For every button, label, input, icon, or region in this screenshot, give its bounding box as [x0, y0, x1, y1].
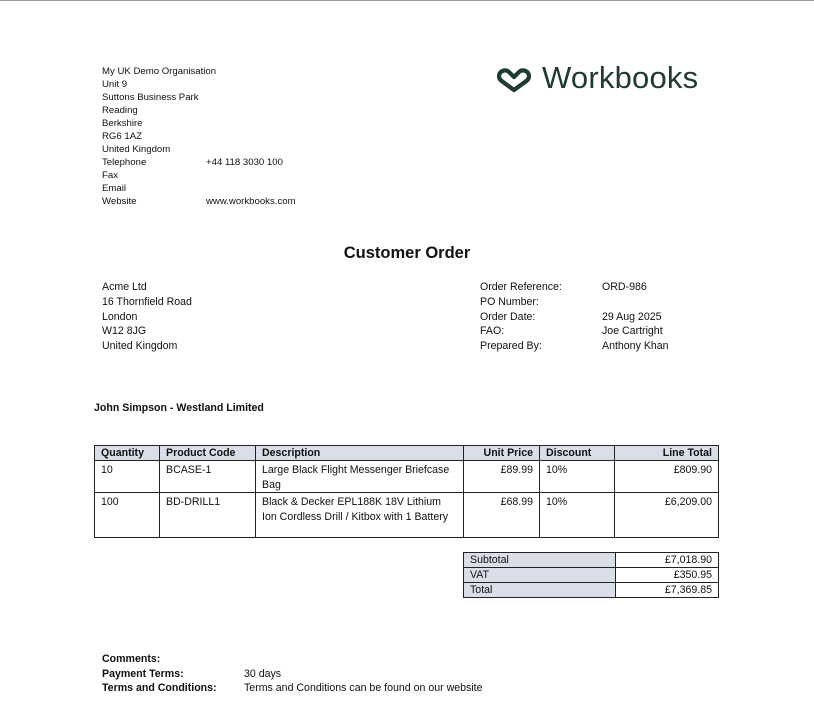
- contact-label: Fax: [102, 170, 118, 181]
- order-reference-row: [480, 280, 669, 295]
- customer-address-line: Acme Ltd: [102, 281, 147, 293]
- company-contact-email: [102, 182, 296, 195]
- cell-product-code: BD-DRILL1: [160, 493, 256, 538]
- cell-description: Black & Decker EPL188K 18V Lithium Ion Cordless Drill / Kitbox with 1 Battery: [256, 493, 464, 538]
- fao-row: [480, 324, 669, 339]
- meta-label: Prepared By:: [480, 340, 542, 353]
- workbooks-logo-icon: [492, 63, 536, 93]
- company-address-line: Berkshire: [102, 118, 143, 129]
- column-header-product-code: Product Code: [160, 446, 256, 461]
- comments-label: Comments:: [102, 653, 161, 665]
- cell-discount: 10%: [540, 493, 615, 538]
- table-row: [95, 493, 719, 538]
- terms-block: [102, 652, 483, 696]
- comments-row: [102, 652, 483, 667]
- cell-unit-price: £68.99: [464, 493, 540, 538]
- cell-discount: 10%: [540, 461, 615, 493]
- contact-label: Email: [102, 183, 126, 194]
- order-details-block: [480, 280, 669, 354]
- company-contact-fax: [102, 169, 296, 182]
- totals-value: £350.95: [616, 568, 719, 583]
- company-address-line: Unit 9: [102, 79, 128, 90]
- meta-label: FAO:: [480, 325, 505, 338]
- terms-conditions-label: Terms and Conditions:: [102, 682, 217, 694]
- vat-row: [464, 568, 719, 583]
- cell-quantity: 10: [95, 461, 160, 493]
- totals-label: VAT: [464, 568, 616, 583]
- totals-label: Total: [464, 583, 616, 598]
- meta-value: ORD-986: [602, 281, 647, 293]
- payment-terms-label: Payment Terms:: [102, 667, 184, 680]
- contact-value: +44 118 3030 100: [206, 157, 283, 168]
- company-address-line: RG6 1AZ: [102, 131, 142, 142]
- cell-product-code: BCASE-1: [160, 461, 256, 493]
- meta-label: Order Reference:: [480, 281, 562, 293]
- totals-label: Subtotal: [464, 553, 616, 568]
- meta-value: 29 Aug 2025: [602, 310, 662, 323]
- top-border-line: [0, 0, 814, 1]
- logo-wordmark: Workbooks: [542, 60, 699, 95]
- column-header-line-total: Line Total: [615, 446, 719, 461]
- cell-unit-price: £89.99: [464, 461, 540, 493]
- contact-label: Website: [102, 196, 137, 207]
- terms-conditions-row: [102, 681, 483, 696]
- totals-value: £7,369.85: [616, 583, 719, 598]
- company-address-line: Reading: [102, 105, 138, 116]
- workbooks-logo: [492, 58, 698, 98]
- contact-value: www.workbooks.com: [206, 196, 296, 207]
- company-address-block: [102, 65, 296, 208]
- meta-label: PO Number:: [480, 295, 539, 308]
- order-lines-table: [94, 445, 719, 538]
- column-header-description: Description: [256, 446, 464, 461]
- company-name: My UK Demo Organisation: [102, 66, 217, 77]
- customer-address-line: 16 Thornfield Road: [102, 295, 192, 308]
- meta-value: Anthony Khan: [602, 340, 669, 353]
- payment-terms-row: [102, 667, 483, 682]
- cell-line-total: £6,209.00: [615, 493, 719, 538]
- meta-label: Order Date:: [480, 310, 536, 323]
- company-contact-telephone: [102, 156, 296, 169]
- table-row: [95, 461, 719, 493]
- column-header-unit-price: Unit Price: [464, 446, 540, 461]
- po-number-row: [480, 295, 669, 310]
- company-address-line: United Kingdom: [102, 144, 171, 155]
- order-date-row: [480, 310, 669, 325]
- totals-table: [463, 552, 719, 598]
- totals-value: £7,018.90: [616, 553, 719, 568]
- subtotal-row: [464, 553, 719, 568]
- payment-terms-value: 30 days: [244, 667, 282, 680]
- company-address-line: Suttons Business Park: [102, 92, 199, 103]
- table-header-row: [95, 446, 719, 461]
- customer-address-line: London: [102, 310, 138, 323]
- contact-label: Telephone: [102, 157, 147, 168]
- customer-address-line: United Kingdom: [102, 340, 178, 353]
- cell-description: Large Black Flight Messenger Briefcase Bag: [256, 461, 464, 493]
- cell-quantity: 100: [95, 493, 160, 538]
- column-header-discount: Discount: [540, 446, 615, 461]
- terms-conditions-value: Terms and Conditions can be found on our website: [244, 682, 483, 694]
- customer-contact-line: John Simpson - Westland Limited: [94, 402, 264, 414]
- total-row: [464, 583, 719, 598]
- company-contact-website: [102, 195, 296, 208]
- cell-line-total: £809.90: [615, 461, 719, 493]
- meta-value: Joe Cartright: [602, 325, 663, 338]
- prepared-by-row: [480, 339, 669, 354]
- document-title: Customer Order: [343, 244, 471, 262]
- customer-address-block: [102, 280, 192, 354]
- column-header-quantity: Quantity: [95, 446, 160, 461]
- customer-address-line: W12 8JG: [102, 325, 147, 338]
